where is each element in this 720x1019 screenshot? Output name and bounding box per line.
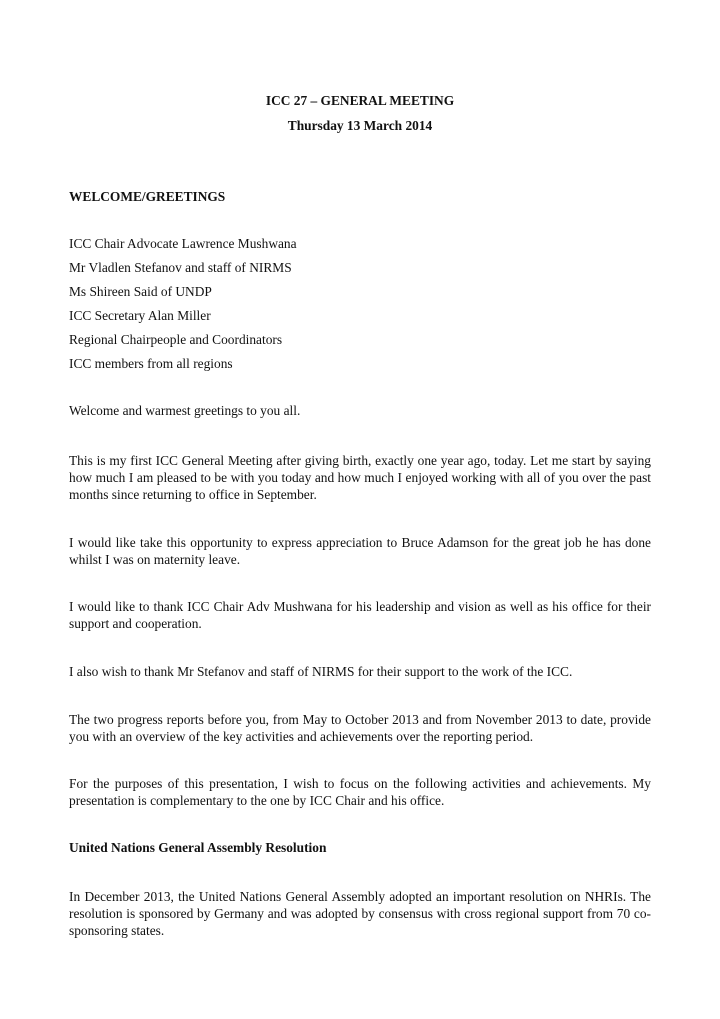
welcome-heading: WELCOME/GREETINGS: [69, 189, 226, 204]
unga-heading: United Nations General Assembly Resolution: [69, 840, 327, 855]
addressee-line: ICC Chair Advocate Lawrence Mushwana: [69, 236, 297, 251]
addressee-line: Ms Shireen Said of UNDP: [69, 284, 212, 299]
addressee-line: ICC Secretary Alan Miller: [69, 308, 211, 323]
thanks-nirms-paragraph: I also wish to thank Mr Stefanov and staff of NIRMS for their support to the work of the ICC.: [69, 664, 573, 679]
addressee-line: ICC members from all regions: [69, 356, 233, 371]
progress-reports-paragraph: The two progress reports before you, from May to October 2013 and from November 2013 to date, provide you with an overview of the key activities and achievements over the reporting period.: [69, 712, 651, 744]
addressee-line: Mr Vladlen Stefanov and staff of NIRMS: [69, 260, 292, 275]
presentation-focus-paragraph: For the purposes of this presentation, I wish to focus on the following activities and achievements. My presentation is complementary to the one by ICC Chair and his office.: [69, 776, 651, 808]
unga-paragraph: In December 2013, the United Nations General Assembly adopted an important resolution on NHRIs. The resolution is sponsored by Germany and was adopted by consensus with cross regional support from 70 co-sponsoring states.: [69, 889, 651, 938]
welcome-paragraph: Welcome and warmest greetings to you all.: [69, 403, 301, 418]
document-date: Thursday 13 March 2014: [287, 118, 433, 133]
first-meeting-paragraph: This is my first ICC General Meeting after giving birth, exactly one year ago, today. Let me start by saying how much I am pleased to be with you today and how much I enjoyed working with all of you over the past months since returning to office in September.: [69, 453, 651, 502]
document-title: ICC 27 – GENERAL MEETING: [265, 93, 455, 108]
thanks-chair-paragraph: I would like to thank ICC Chair Adv Mushwana for his leadership and vision as well as his office for their support and cooperation.: [69, 599, 651, 631]
appreciation-paragraph: I would like take this opportunity to express appreciation to Bruce Adamson for the great job he has done whilst I was on maternity leave.: [69, 535, 651, 567]
addressee-line: Regional Chairpeople and Coordinators: [69, 332, 283, 347]
